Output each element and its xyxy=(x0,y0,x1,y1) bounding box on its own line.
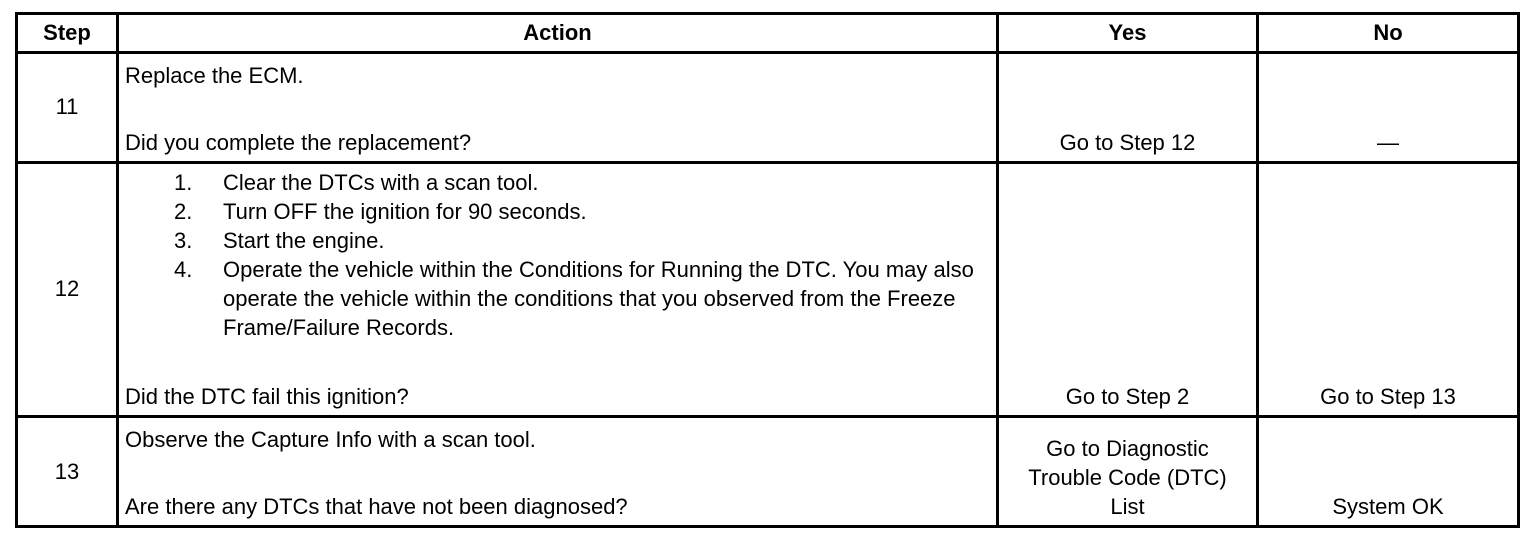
yes-result-line: Go to Diagnostic xyxy=(1046,436,1209,461)
list-item-text: Clear the DTCs with a scan tool. xyxy=(223,169,539,195)
list-item-text: Start the engine. xyxy=(223,227,385,253)
no-result: System OK xyxy=(1332,494,1444,519)
list-item xyxy=(119,255,979,342)
no-result: Go to Step 13 xyxy=(1320,384,1456,410)
yes-result: Go to Step 12 xyxy=(1059,129,1196,155)
list-item-number: 2. xyxy=(174,198,193,224)
header-action: Action xyxy=(118,14,998,53)
list-item xyxy=(119,197,979,226)
no-cell xyxy=(1258,53,1519,163)
list-item-number: 3. xyxy=(174,227,193,253)
table-row-step-13 xyxy=(17,417,1519,527)
yes-result xyxy=(999,434,1256,521)
table-row-step-11 xyxy=(17,53,1519,163)
yes-result: Go to Step 2 xyxy=(1065,384,1190,410)
header-no: No xyxy=(1258,14,1519,53)
list-item xyxy=(119,226,979,255)
list-item-number: 4. xyxy=(174,256,193,282)
action-question: Did the DTC fail this ignition? xyxy=(125,384,409,410)
list-item-text: Operate the vehicle within the Conditions for Running the DTC. You may also operate the vehicle within the conditions that you observed from the Freeze Frame/Failure Records. xyxy=(223,256,974,340)
action-question: Are there any DTCs that have not been diagnosed? xyxy=(125,494,628,519)
list-item xyxy=(119,168,979,197)
yes-cell xyxy=(998,162,1258,416)
action-cell xyxy=(118,53,998,163)
step-number: 11 xyxy=(17,53,118,163)
no-result: — xyxy=(1377,129,1399,155)
table-row-step-12 xyxy=(17,162,1519,416)
action-text: Replace the ECM. xyxy=(125,63,304,88)
action-cell xyxy=(118,417,998,527)
action-question: Did you complete the replacement? xyxy=(125,129,472,155)
yes-result-line: Trouble Code (DTC) xyxy=(1028,465,1227,490)
no-cell xyxy=(1258,162,1519,416)
list-item-text: Turn OFF the ignition for 90 seconds. xyxy=(223,198,587,224)
no-cell xyxy=(1258,417,1519,527)
list-item-number: 1. xyxy=(174,169,193,195)
yes-cell xyxy=(998,53,1258,163)
step-number: 13 xyxy=(17,417,118,527)
step-number: 12 xyxy=(17,162,118,416)
header-yes: Yes xyxy=(998,14,1258,53)
diagnostic-step-table xyxy=(15,12,1520,528)
action-cell xyxy=(118,162,998,416)
header-step: Step xyxy=(17,14,118,53)
table-header-row xyxy=(17,14,1519,53)
yes-cell xyxy=(998,417,1258,527)
yes-result-line: List xyxy=(1110,494,1145,519)
procedure-list xyxy=(119,168,979,342)
action-text: Observe the Capture Info with a scan tool. xyxy=(125,427,536,453)
